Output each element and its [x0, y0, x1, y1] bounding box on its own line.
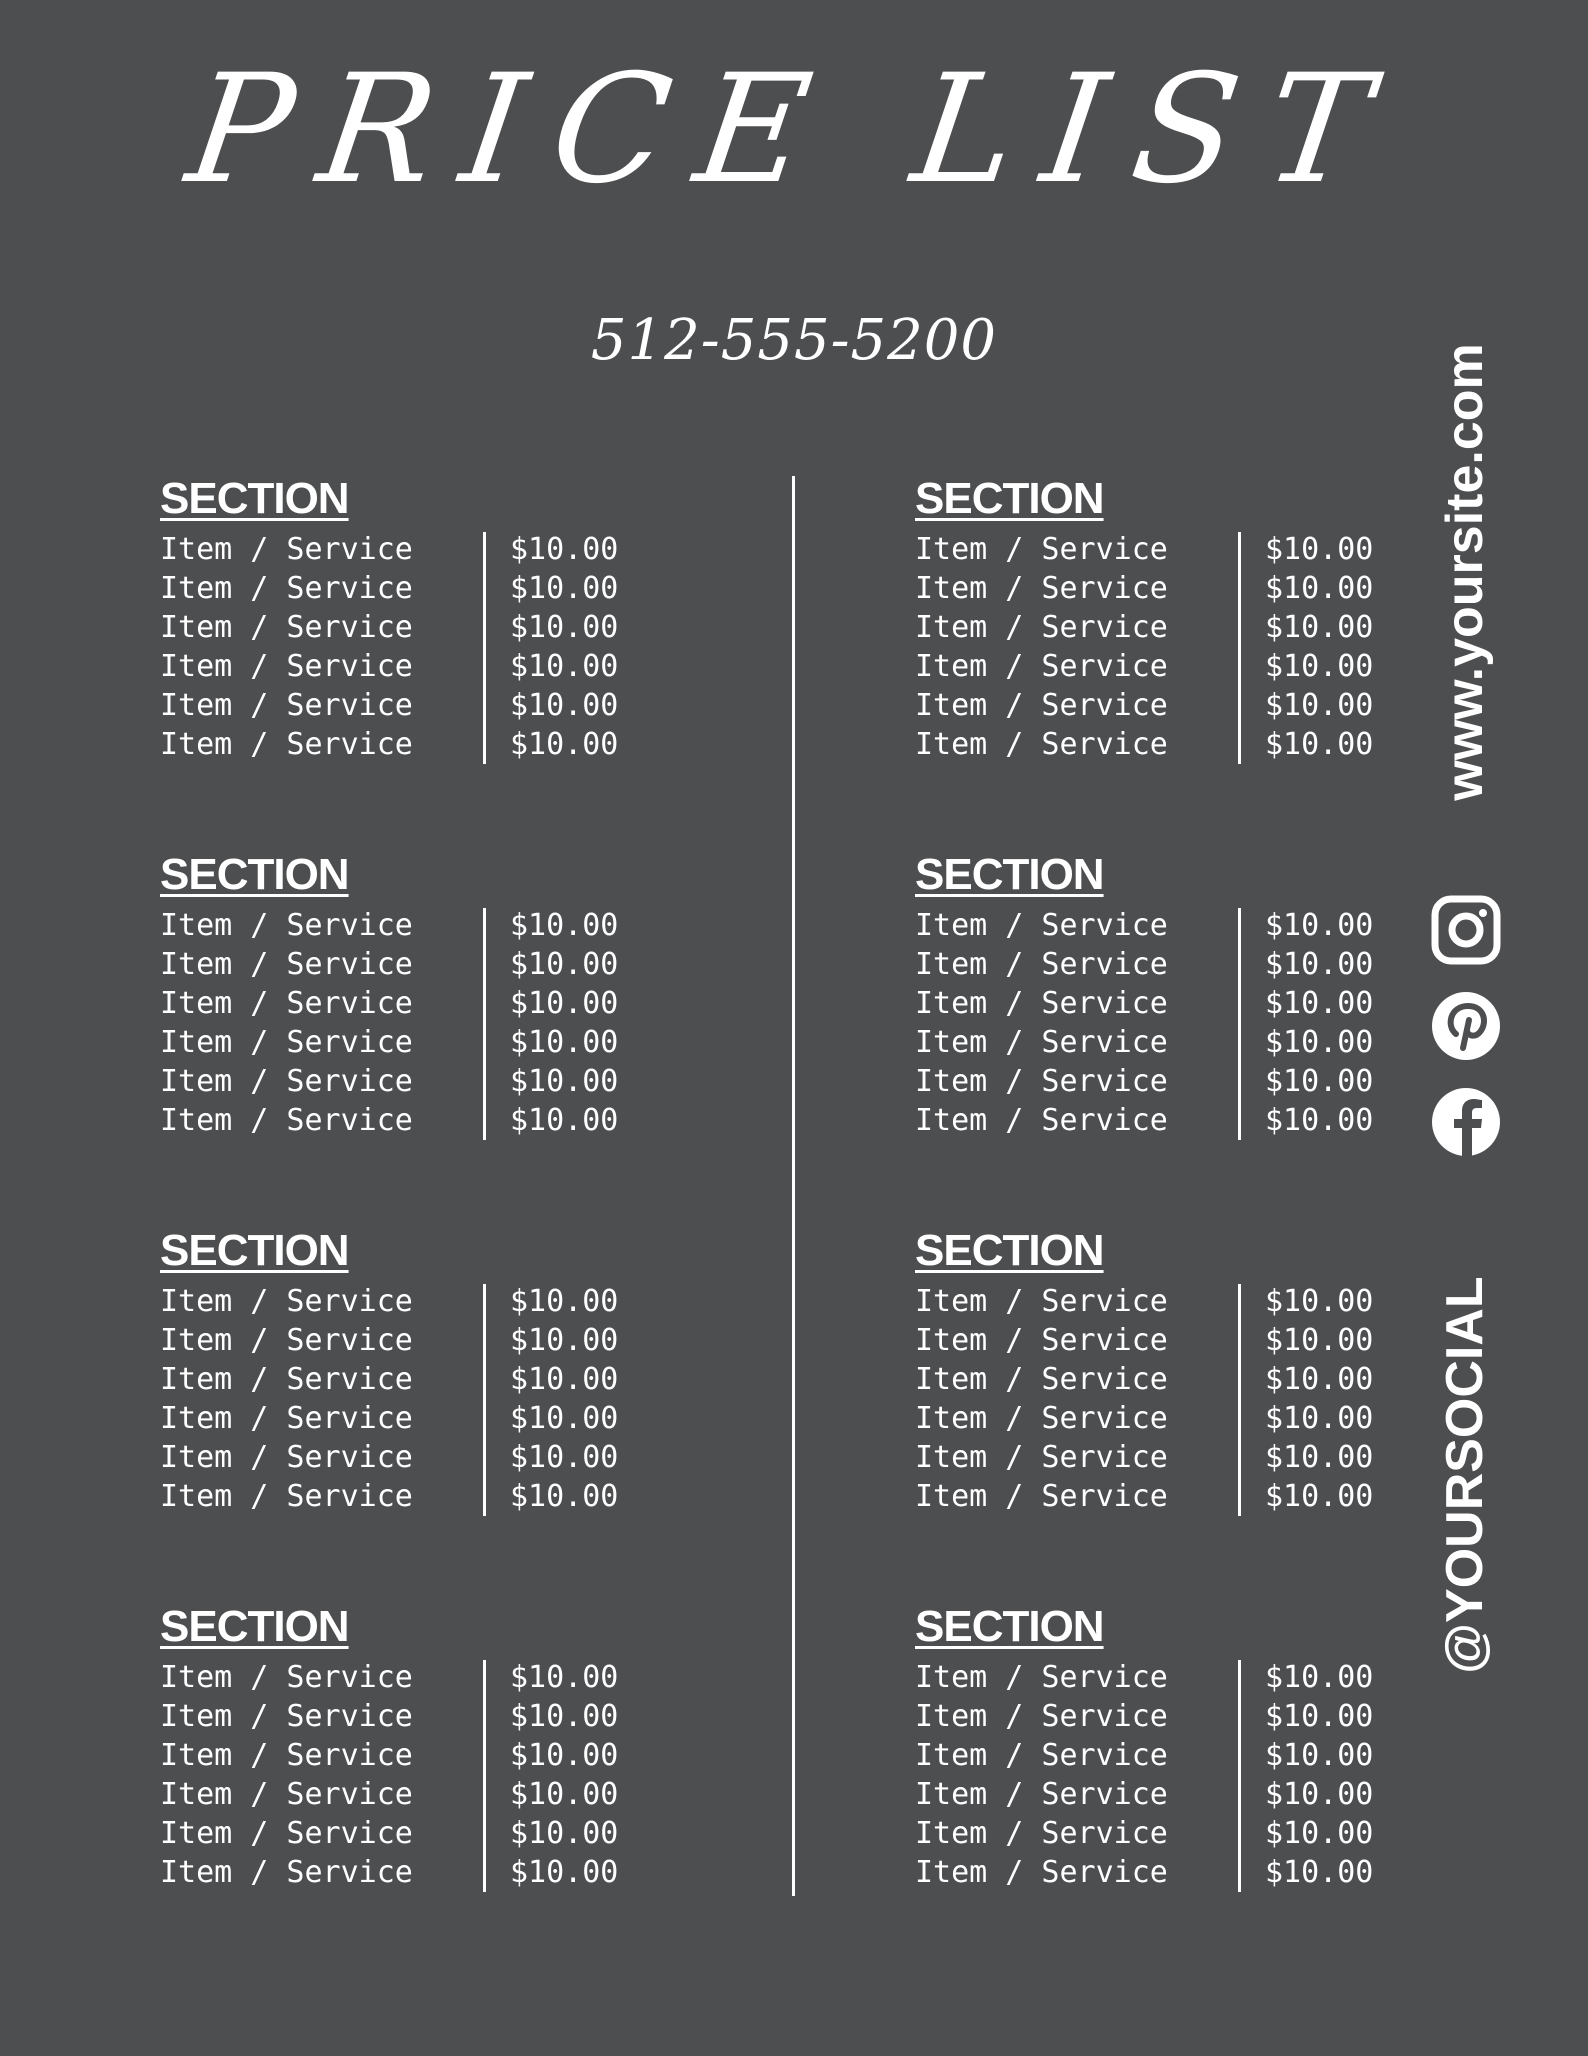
item-price: $10.00 [510, 947, 619, 982]
item-price: $10.00 [1265, 1660, 1374, 1695]
item-price: $10.00 [1265, 610, 1374, 645]
item-price: $10.00 [510, 1064, 619, 1099]
section-title: SECTION [160, 850, 349, 899]
column-divider [792, 476, 795, 1896]
item-name: Item / Service [915, 571, 1168, 606]
item-name: Item / Service [915, 1103, 1168, 1138]
price-row [915, 906, 1435, 945]
price-row [915, 1736, 1435, 1775]
price-row [915, 1658, 1435, 1697]
section-title: SECTION [160, 1226, 349, 1275]
item-price: $10.00 [510, 1103, 619, 1138]
section-title: SECTION [915, 1226, 1104, 1275]
price-row [915, 1101, 1435, 1140]
price-row [915, 569, 1435, 608]
item-price: $10.00 [510, 610, 619, 645]
item-price: $10.00 [510, 1323, 619, 1358]
item-price: $10.00 [510, 1025, 619, 1060]
item-price: $10.00 [510, 1699, 619, 1734]
price-row [915, 725, 1435, 764]
price-row [915, 1399, 1435, 1438]
item-price: $10.00 [1265, 1699, 1374, 1734]
item-price: $10.00 [1265, 1816, 1374, 1851]
item-price: $10.00 [510, 1284, 619, 1319]
price-row [160, 1321, 680, 1360]
website-url[interactable]: www.yoursite.com [1436, 343, 1494, 801]
item-name: Item / Service [160, 610, 413, 645]
item-price: $10.00 [510, 727, 619, 762]
price-row [160, 1477, 680, 1516]
item-price: $10.00 [1265, 947, 1374, 982]
item-price: $10.00 [1265, 1284, 1374, 1319]
item-price: $10.00 [510, 1816, 619, 1851]
price-row [915, 1438, 1435, 1477]
item-name: Item / Service [915, 1064, 1168, 1099]
price-row [160, 608, 680, 647]
section-title: SECTION [915, 474, 1104, 523]
item-name: Item / Service [915, 1025, 1168, 1060]
item-name: Item / Service [160, 649, 413, 684]
price-row [160, 1853, 680, 1892]
price-row [160, 1814, 680, 1853]
item-name: Item / Service [160, 1699, 413, 1734]
item-price: $10.00 [1265, 1855, 1374, 1890]
item-name: Item / Service [160, 1025, 413, 1060]
price-row [160, 530, 680, 569]
item-name: Item / Service [160, 908, 413, 943]
item-name: Item / Service [915, 1855, 1168, 1890]
item-name: Item / Service [915, 1284, 1168, 1319]
item-price: $10.00 [510, 1660, 619, 1695]
item-name: Item / Service [915, 649, 1168, 684]
item-name: Item / Service [160, 947, 413, 982]
price-separator [483, 1284, 486, 1516]
price-section [915, 850, 1435, 1140]
item-name: Item / Service [915, 610, 1168, 645]
item-price: $10.00 [1265, 1777, 1374, 1812]
item-name: Item / Service [160, 1103, 413, 1138]
item-price: $10.00 [1265, 1738, 1374, 1773]
item-name: Item / Service [160, 727, 413, 762]
item-name: Item / Service [915, 1323, 1168, 1358]
item-name: Item / Service [915, 1738, 1168, 1773]
price-row [915, 1360, 1435, 1399]
item-price: $10.00 [510, 1479, 619, 1514]
price-section [915, 1602, 1435, 1892]
item-price: $10.00 [1265, 649, 1374, 684]
item-name: Item / Service [160, 1284, 413, 1319]
item-name: Item / Service [915, 1777, 1168, 1812]
item-price: $10.00 [510, 1777, 619, 1812]
item-price: $10.00 [1265, 1103, 1374, 1138]
item-name: Item / Service [915, 1816, 1168, 1851]
page-title: PRICE LIST [178, 43, 1410, 217]
price-row [160, 686, 680, 725]
price-rows [915, 1282, 1435, 1516]
item-price: $10.00 [1265, 908, 1374, 943]
item-price: $10.00 [510, 1440, 619, 1475]
item-price: $10.00 [1265, 688, 1374, 723]
price-row [160, 945, 680, 984]
item-name: Item / Service [915, 1440, 1168, 1475]
section-title: SECTION [915, 850, 1104, 899]
price-row [915, 1697, 1435, 1736]
item-price: $10.00 [510, 986, 619, 1021]
section-title: SECTION [915, 1602, 1104, 1651]
item-price: $10.00 [510, 1401, 619, 1436]
price-row [160, 1736, 680, 1775]
item-name: Item / Service [915, 1362, 1168, 1397]
item-name: Item / Service [160, 1401, 413, 1436]
price-row [160, 984, 680, 1023]
price-row [160, 1697, 680, 1736]
price-row [160, 1282, 680, 1321]
price-row [915, 1321, 1435, 1360]
price-section [160, 1602, 680, 1892]
price-rows [160, 530, 680, 764]
item-name: Item / Service [160, 1064, 413, 1099]
price-row [160, 906, 680, 945]
price-rows [915, 906, 1435, 1140]
item-price: $10.00 [510, 649, 619, 684]
item-price: $10.00 [1265, 1440, 1374, 1475]
price-row [915, 1023, 1435, 1062]
price-separator [1238, 908, 1241, 1140]
price-rows [160, 1658, 680, 1892]
price-separator [1238, 1284, 1241, 1516]
item-name: Item / Service [160, 571, 413, 606]
price-row [915, 1814, 1435, 1853]
price-row [915, 1477, 1435, 1516]
section-title: SECTION [160, 474, 349, 523]
item-name: Item / Service [915, 532, 1168, 567]
item-price: $10.00 [510, 908, 619, 943]
item-price: $10.00 [1265, 1401, 1374, 1436]
price-row [915, 608, 1435, 647]
item-price: $10.00 [1265, 532, 1374, 567]
price-section [160, 1226, 680, 1516]
item-price: $10.00 [1265, 1362, 1374, 1397]
item-price: $10.00 [1265, 1064, 1374, 1099]
item-name: Item / Service [160, 1738, 413, 1773]
item-name: Item / Service [160, 532, 413, 567]
item-name: Item / Service [160, 1777, 413, 1812]
item-name: Item / Service [915, 727, 1168, 762]
price-separator [483, 908, 486, 1140]
price-rows [915, 1658, 1435, 1892]
price-section [915, 1226, 1435, 1516]
item-price: $10.00 [1265, 1479, 1374, 1514]
price-row [160, 1658, 680, 1697]
item-name: Item / Service [160, 986, 413, 1021]
price-row [915, 1282, 1435, 1321]
item-name: Item / Service [160, 1323, 413, 1358]
item-price: $10.00 [510, 532, 619, 567]
item-name: Item / Service [915, 1401, 1168, 1436]
item-name: Item / Service [160, 1440, 413, 1475]
item-name: Item / Service [915, 986, 1168, 1021]
price-rows [160, 1282, 680, 1516]
price-row [160, 725, 680, 764]
facebook-icon[interactable] [1430, 1086, 1502, 1158]
item-name: Item / Service [160, 1816, 413, 1851]
instagram-icon[interactable] [1430, 894, 1502, 966]
item-name: Item / Service [160, 1855, 413, 1890]
price-row [915, 1775, 1435, 1814]
item-price: $10.00 [510, 688, 619, 723]
price-row [160, 1775, 680, 1814]
item-price: $10.00 [1265, 571, 1374, 606]
item-name: Item / Service [915, 947, 1168, 982]
section-title: SECTION [160, 1602, 349, 1651]
price-row [915, 945, 1435, 984]
pinterest-icon[interactable] [1430, 990, 1502, 1062]
price-row [915, 530, 1435, 569]
price-separator [1238, 1660, 1241, 1892]
item-name: Item / Service [160, 1479, 413, 1514]
phone-number: 512-555-5200 [590, 308, 998, 373]
price-row [160, 1101, 680, 1140]
item-name: Item / Service [915, 1479, 1168, 1514]
item-name: Item / Service [160, 1660, 413, 1695]
price-section [160, 474, 680, 764]
item-price: $10.00 [510, 571, 619, 606]
item-price: $10.00 [1265, 986, 1374, 1021]
price-row [160, 1360, 680, 1399]
price-row [160, 1062, 680, 1101]
price-row [915, 647, 1435, 686]
item-price: $10.00 [510, 1855, 619, 1890]
item-price: $10.00 [510, 1738, 619, 1773]
item-price: $10.00 [1265, 1323, 1374, 1358]
price-row [160, 1023, 680, 1062]
price-rows [915, 530, 1435, 764]
price-separator [1238, 532, 1241, 764]
social-handle[interactable]: @YOURSOCIAL [1436, 1276, 1494, 1674]
price-row [915, 984, 1435, 1023]
item-name: Item / Service [915, 908, 1168, 943]
item-price: $10.00 [1265, 1025, 1374, 1060]
price-row [915, 686, 1435, 725]
price-rows [160, 906, 680, 1140]
item-name: Item / Service [160, 688, 413, 723]
price-row [160, 647, 680, 686]
price-section [160, 850, 680, 1140]
item-price: $10.00 [1265, 727, 1374, 762]
price-row [160, 1438, 680, 1477]
item-name: Item / Service [915, 688, 1168, 723]
item-name: Item / Service [160, 1362, 413, 1397]
price-row [160, 569, 680, 608]
price-separator [483, 532, 486, 764]
price-row [915, 1853, 1435, 1892]
price-separator [483, 1660, 486, 1892]
item-name: Item / Service [915, 1699, 1168, 1734]
price-row [915, 1062, 1435, 1101]
price-section [915, 474, 1435, 764]
item-name: Item / Service [915, 1660, 1168, 1695]
item-price: $10.00 [510, 1362, 619, 1397]
price-row [160, 1399, 680, 1438]
